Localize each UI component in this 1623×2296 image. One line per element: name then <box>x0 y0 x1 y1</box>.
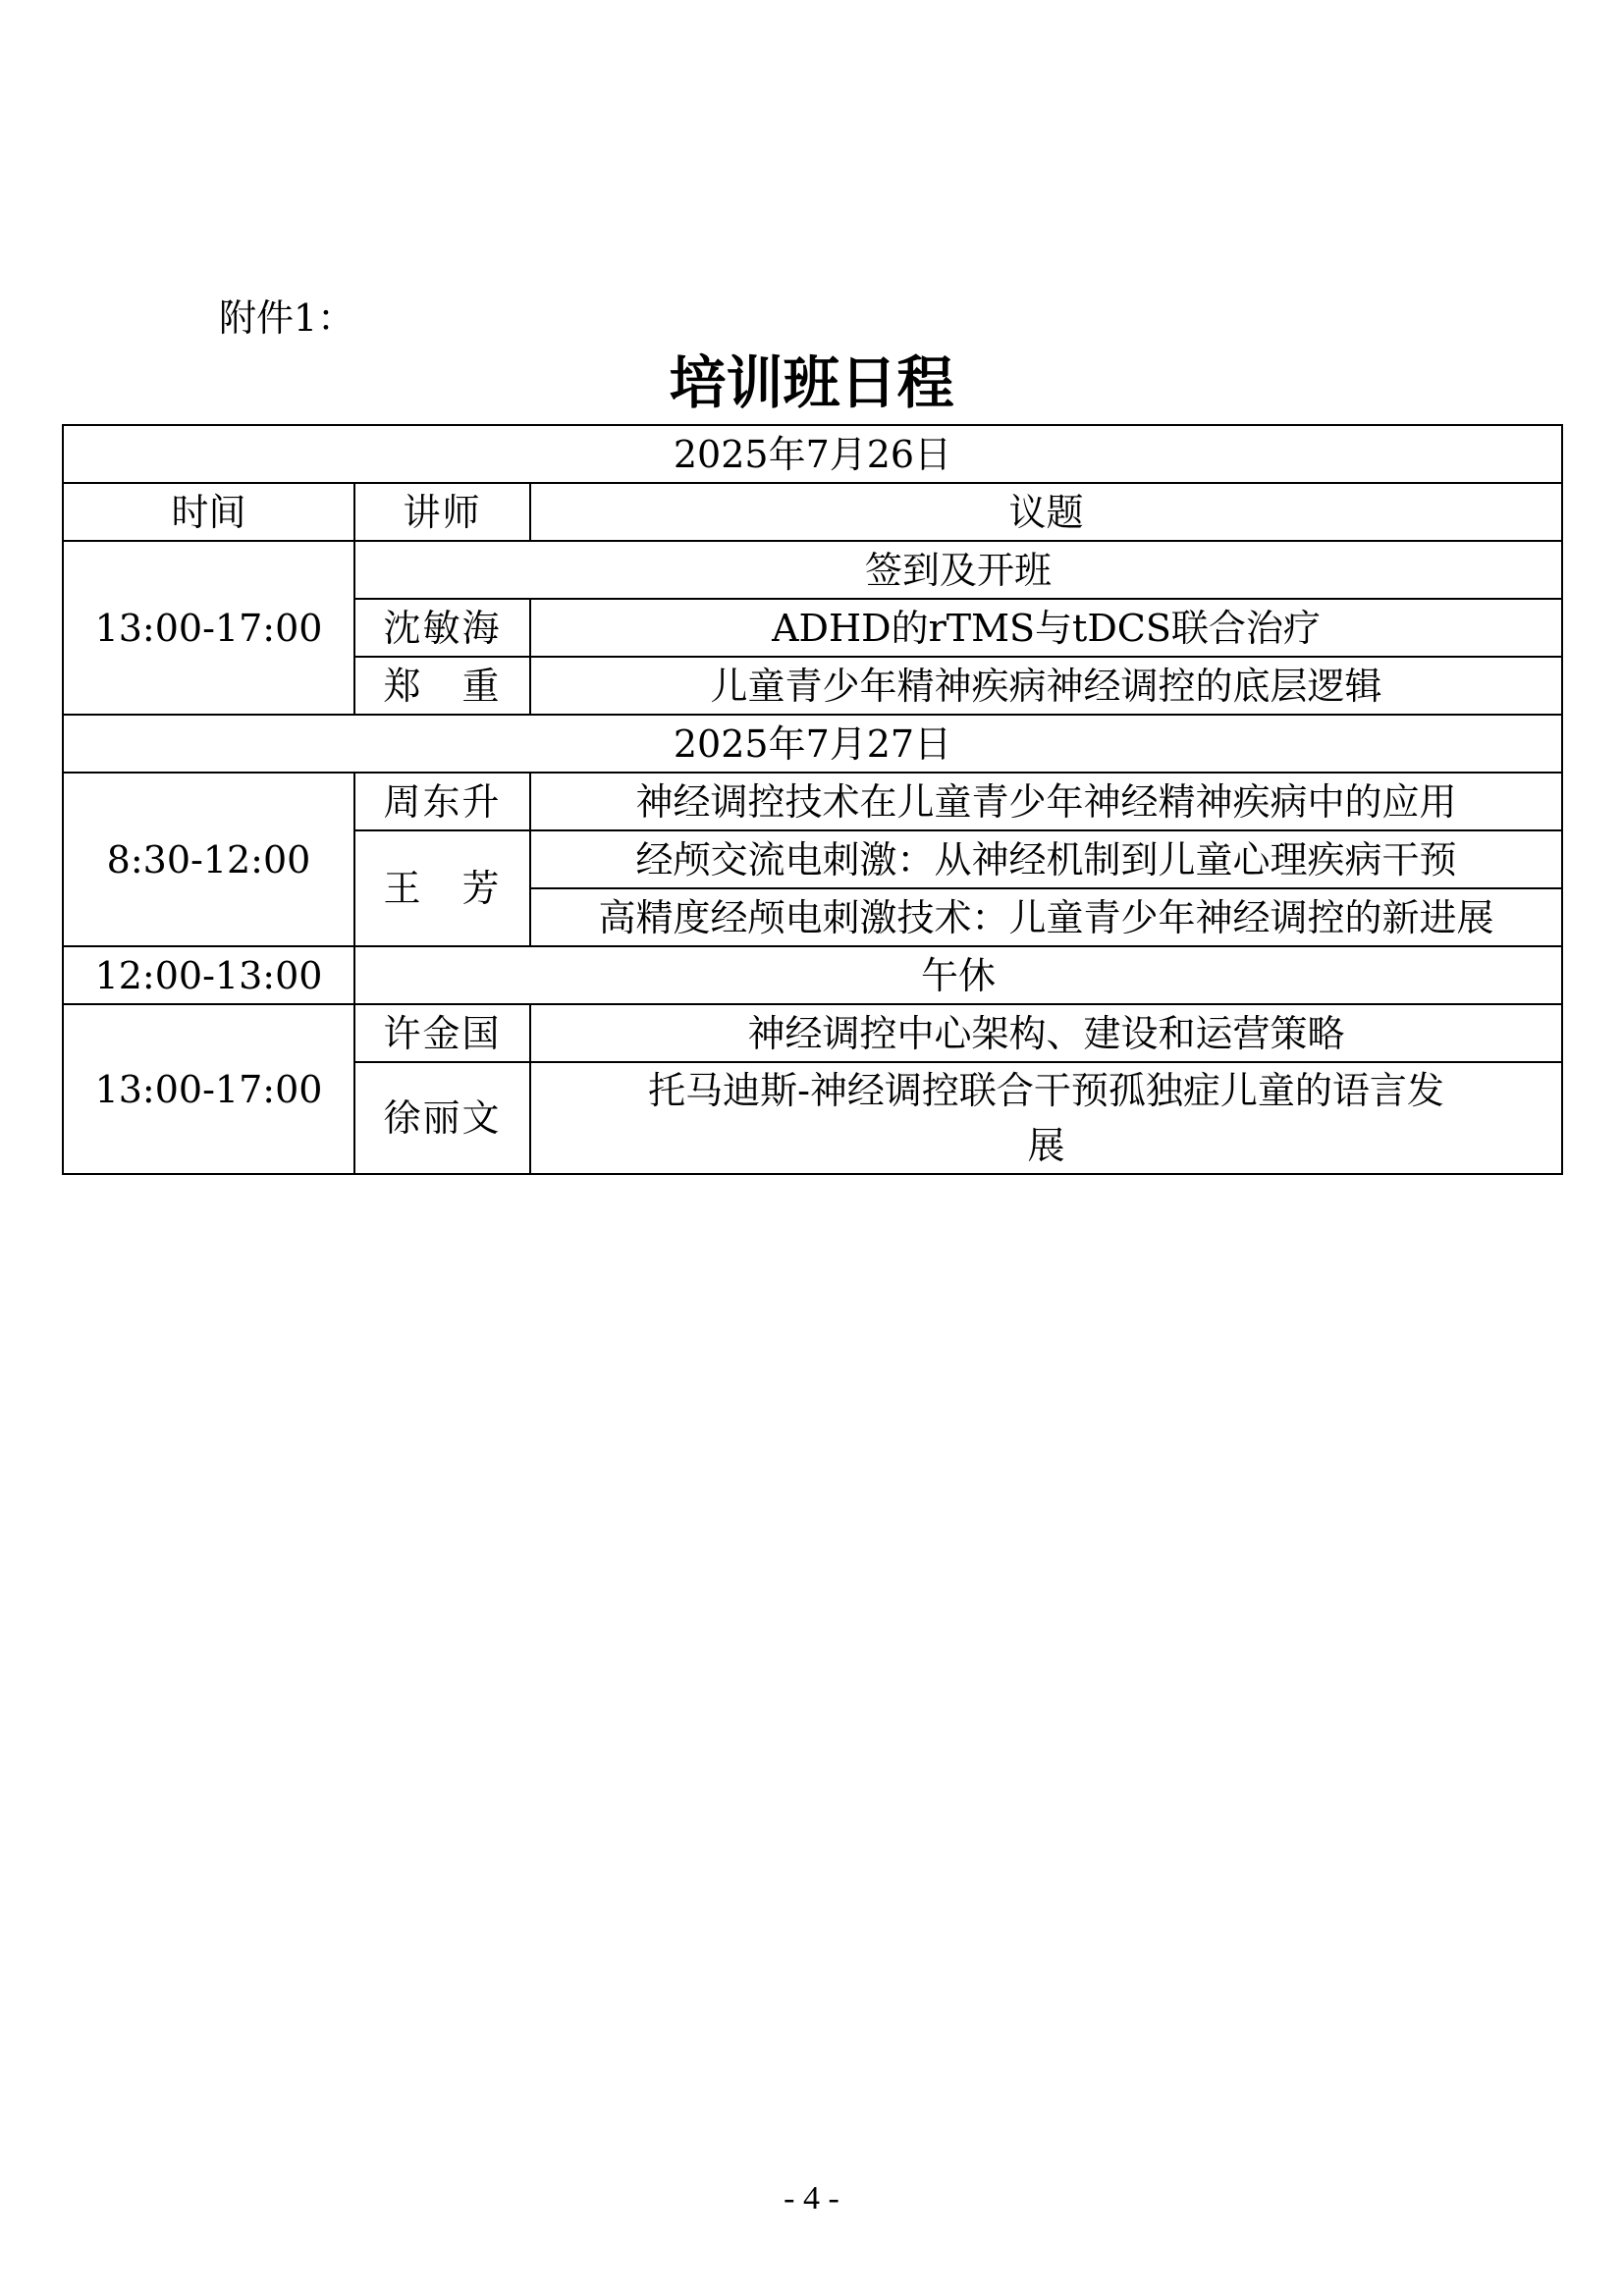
schedule-table <box>62 424 1563 1175</box>
speaker-cell: 周东升 <box>354 773 530 830</box>
speaker-cell: 郑 重 <box>354 657 530 715</box>
header-row <box>63 483 1562 541</box>
lunch-cell: 午休 <box>354 946 1562 1004</box>
table-row <box>63 1004 1562 1062</box>
time-cell: 13:00-17:00 <box>63 1004 354 1174</box>
topic-cell: 神经调控技术在儿童青少年神经精神疾病中的应用 <box>530 773 1562 830</box>
topic-cell: 经颅交流电刺激：从神经机制到儿童心理疾病干预 <box>530 830 1562 888</box>
attachment-label: 附件1： <box>219 296 355 340</box>
speaker-cell: 徐丽文 <box>354 1062 530 1174</box>
table-row <box>63 773 1562 830</box>
time-cell: 8:30-12:00 <box>63 773 354 946</box>
topic-cell: ADHD的rTMS与tDCS联合治疗 <box>530 599 1562 657</box>
table-row <box>63 946 1562 1004</box>
page-number: - 4 - <box>784 2180 839 2216</box>
checkin-cell: 签到及开班 <box>354 541 1562 599</box>
speaker-cell: 沈敏海 <box>354 599 530 657</box>
speaker-cell: 王 芳 <box>354 830 530 946</box>
time-cell: 12:00-13:00 <box>63 946 354 1004</box>
header-topic: 议题 <box>530 483 1562 541</box>
header-time: 时间 <box>63 483 354 541</box>
speaker-cell: 许金国 <box>354 1004 530 1062</box>
date-cell: 2025年7月26日 <box>63 425 1562 483</box>
topic-cell <box>530 888 1562 946</box>
table-row <box>63 541 1562 599</box>
date-row <box>63 715 1562 773</box>
topic-text: 托马迪斯-神经调控联合干预孤独症儿童的语言发展 <box>648 1069 1444 1167</box>
time-cell: 13:00-17:00 <box>63 541 354 715</box>
date-row <box>63 425 1562 483</box>
topic-cell: 神经调控中心架构、建设和运营策略 <box>530 1004 1562 1062</box>
document-title: 培训班日程 <box>669 349 954 416</box>
topic-cell: 儿童青少年精神疾病神经调控的底层逻辑 <box>530 657 1562 715</box>
date-cell: 2025年7月27日 <box>63 715 1562 773</box>
topic-text: 高精度经颅电刺激技术：儿童青少年神经调控的新进展 <box>598 895 1494 939</box>
topic-cell <box>530 1062 1562 1174</box>
header-speaker: 讲师 <box>354 483 530 541</box>
